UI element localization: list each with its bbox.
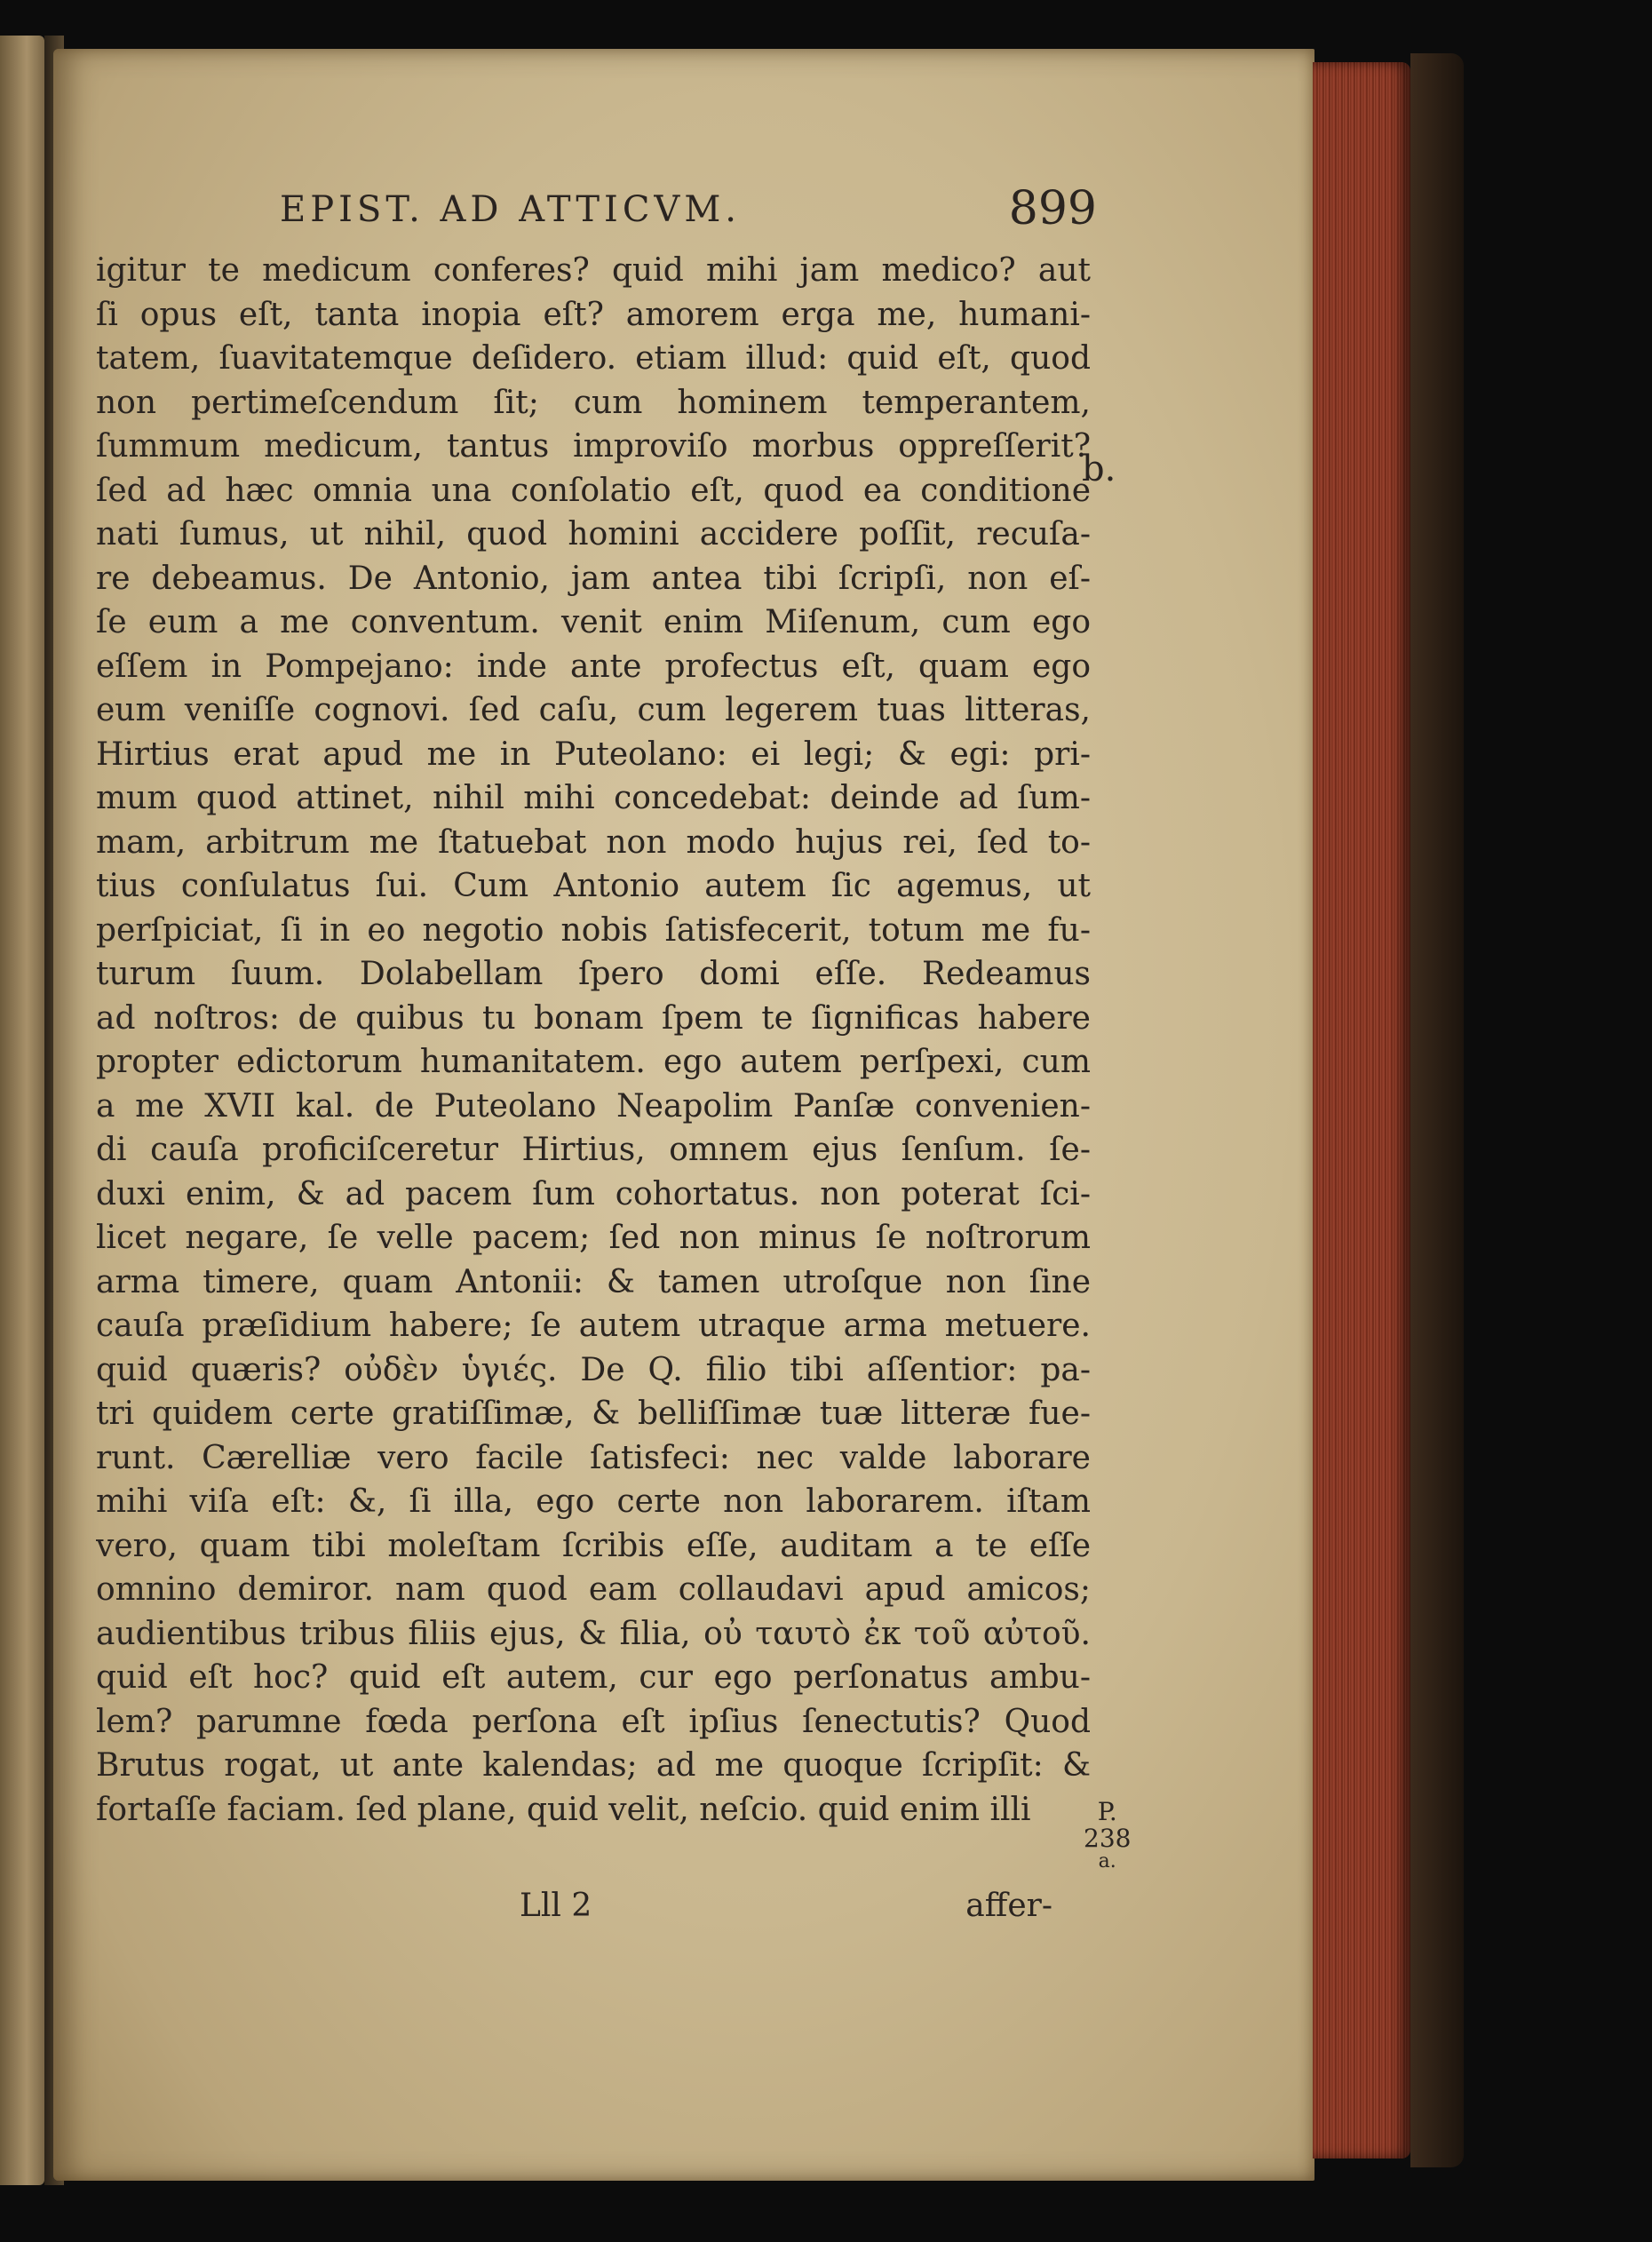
- text-line: duxi enim, & ad pacem ſum cohortatus. non poterat ſci-: [96, 1175, 1091, 1212]
- text-line: non pertimeſcendum ſit; cum hominem temperantem,: [96, 384, 1091, 421]
- book-cover-edge: [1410, 53, 1464, 2167]
- text-line: audientibus tribus filiis ejus, & filia, οὐ ταυτὸ ἐκ τοῦ αὐτοῦ.: [96, 1615, 1091, 1652]
- text-line: ſed ad hæc omnia una conſolatio eſt, quod ea conditione: [96, 472, 1091, 509]
- text-line: ſummum medicum, tantus improviſo morbus oppreſſerit?: [96, 428, 1091, 465]
- text-line: ſe eum a me conventum. venit enim Miſenum, cum ego: [96, 604, 1091, 640]
- body-text: [96, 249, 1091, 1832]
- margin-note-p-number: 238: [1084, 1824, 1132, 1853]
- text-line: mihi viſa eſt: &, ſi illa, ego certe non laborarem. iſtam: [96, 1483, 1091, 1520]
- text-line: re debeamus. De Antonio, jam antea tibi ſcripſi, non eſ-: [96, 560, 1091, 597]
- text-line: ſi opus eſt, tanta inopia eſt? amorem erga me, humani-: [96, 296, 1091, 333]
- text-line: tius conſulatus ſui. Cum Antonio autem ſic agemus, ut: [96, 868, 1091, 904]
- text-line: arma timere, quam Antonii: & tamen utroſque non ſine: [96, 1263, 1091, 1300]
- text-line: igitur te medicum conferes? quid mihi jam medico? aut: [96, 252, 1091, 289]
- text-line: mam, arbitrum me ſtatuebat non modo hujus rei, ſed to-: [96, 823, 1091, 861]
- text-line: Brutus rogat, ut ante kalendas; ad me quoque ſcripſit: &: [96, 1747, 1091, 1784]
- catchword: affer-: [965, 1888, 1052, 1924]
- signature-mark: Lll 2: [520, 1888, 592, 1924]
- text-line: quid quæris? οὐδὲν ὑγιές. De Q. filio tibi aſſentior: pa-: [96, 1351, 1091, 1388]
- text-line: Hirtius erat apud me in Puteolano: ei legi; & egi: pri-: [96, 735, 1091, 773]
- text-line: runt. Cærelliæ vero facile ſatisfeci: nec valde laborare: [96, 1439, 1091, 1476]
- text-line: eum veniſſe cognovi. ſed caſu, cum legerem tuas litteras,: [96, 692, 1091, 728]
- running-head: EPIST. AD ATTICVM.: [280, 189, 741, 230]
- text-line: di cauſa proficiſceretur Hirtius, omnem ejus ſenſum. ſe-: [96, 1132, 1091, 1168]
- text-line: omnino demiror. nam quod eam collaudavi apud amicos;: [96, 1571, 1091, 1608]
- text-line: tri quidem certe gratiſſimæ, & belliſſimæ tuæ litteræ fue-: [96, 1395, 1091, 1432]
- text-line: propter edictorum humanitatem. ego autem perſpexi, cum: [96, 1044, 1091, 1080]
- page-footer: [520, 1888, 1052, 1932]
- page-number: 899: [1008, 182, 1097, 235]
- text-line: tatem, ſuavitatemque deſidero. etiam illud: quid eſt, quod: [96, 340, 1091, 377]
- text-line: mum quod attinet, nihil mihi concedebat: deinde ad ſum-: [96, 780, 1091, 816]
- text-line: ad noſtros: de quibus tu bonam ſpem te ſignificas habere: [96, 999, 1091, 1037]
- margin-note-page-ref: [1084, 1799, 1131, 1872]
- text-line: a me XVII kal. de Puteolano Neapolim Panſæ convenien-: [96, 1087, 1091, 1125]
- text-line: cauſa præſidium habere; ſe autem utraque arma metuere.: [96, 1308, 1091, 1344]
- text-line: vero, quam tibi moleſtam ſcribis eſſe, auditam a te eſſe: [96, 1527, 1091, 1564]
- page-edges-red: [1313, 62, 1410, 2159]
- text-line: eſſem in Pompejano: inde ante profectus eſt, quam ego: [96, 648, 1091, 685]
- text-line: turum ſuum. Dolabellam ſpero domi eſſe. Redeamus: [96, 956, 1091, 992]
- text-line: perſpiciat, ſi in eo negotio nobis ſatisfecerit, totum me fu-: [96, 911, 1091, 949]
- margin-note-p-label: P.: [1097, 1797, 1117, 1826]
- previous-page-edge: [0, 36, 44, 2185]
- page-header: [280, 182, 1097, 244]
- text-line: quid eſt hoc? quid eſt autem, cur ego perſonatus ambu-: [96, 1659, 1091, 1696]
- text-line: lem? parumne fœda perſona eſt ipſius ſenectutis? Quod: [96, 1703, 1091, 1740]
- margin-note-p-sub: a.: [1098, 1850, 1116, 1872]
- margin-note-b: b.: [1082, 449, 1116, 489]
- text-line: licet negare, ſe velle pacem; ſed non minus ſe noſtrorum: [96, 1220, 1091, 1256]
- text-line: fortaſſe faciam. ſed plane, quid velit, neſcio. quid enim illi: [96, 1791, 1031, 1828]
- text-line: nati ſumus, ut nihil, quod homini accidere poſſit, recuſa-: [96, 516, 1091, 553]
